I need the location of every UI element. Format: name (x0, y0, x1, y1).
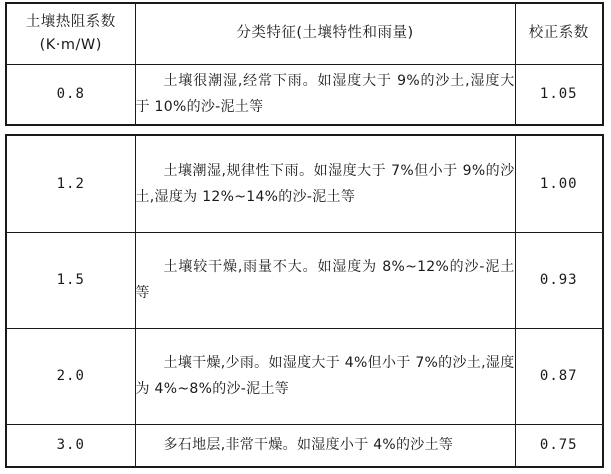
cell-description-text: 土壤较干燥,雨量不大。如湿度为 8%~12%的沙-泥土等 (135, 259, 515, 301)
table-row (7, 136, 602, 232)
header-thermal-resistance-unit: (K·m/W) (39, 36, 102, 53)
cell-description-text: 土壤潮湿,规律性下雨。如湿度大于 7%但小于 9%的沙土,湿度为 12%~14%的沙-泥土等 (135, 162, 515, 205)
cell-description-text: 多石地层,非常干燥。如湿度小于 4%的沙土等 (163, 437, 454, 454)
cell-coefficient: 1.05 (515, 64, 602, 124)
header-correction-coefficient: 校正系数 (515, 4, 602, 64)
table-part-top (5, 2, 604, 126)
cell-resistance: 0.8 (7, 64, 135, 124)
cell-coefficient: 0.75 (515, 424, 602, 466)
header-thermal-resistance-label: 土壤热阻系数 (25, 13, 116, 30)
cell-resistance: 3.0 (7, 424, 135, 466)
table-row (7, 64, 602, 124)
cell-description (135, 328, 515, 424)
table-row (7, 328, 602, 424)
soil-resistance-table-top (7, 4, 602, 124)
header-classification: 分类特征(土壤特性和雨量) (135, 4, 515, 64)
cell-coefficient: 0.93 (515, 232, 602, 328)
cell-resistance: 2.0 (7, 328, 135, 424)
cell-description-text: 土壤干燥,少雨。如湿度大于 4%但小于 7%的沙土,湿度为 4%~8%的沙-泥土等 (135, 355, 515, 397)
cell-coefficient: 0.87 (515, 328, 602, 424)
table-part-bottom (5, 134, 604, 468)
cell-description-text: 土壤很潮湿,经常下雨。如湿度大于 9%的沙土,湿度大于 10%的沙-泥土等 (135, 73, 515, 116)
cell-description (135, 424, 515, 466)
table-header-row (7, 4, 602, 64)
soil-resistance-table-bottom (7, 136, 602, 466)
cell-description (135, 232, 515, 328)
cell-description (135, 136, 515, 232)
table-row (7, 424, 602, 466)
cell-resistance: 1.2 (7, 136, 135, 232)
cell-coefficient: 1.00 (515, 136, 602, 232)
cell-resistance: 1.5 (7, 232, 135, 328)
header-thermal-resistance (7, 4, 135, 64)
cell-description (135, 64, 515, 124)
table-row (7, 232, 602, 328)
